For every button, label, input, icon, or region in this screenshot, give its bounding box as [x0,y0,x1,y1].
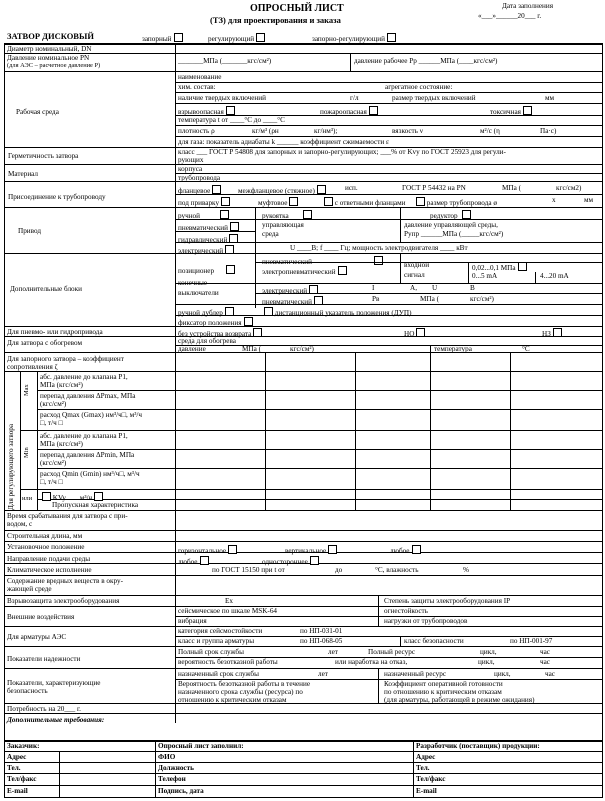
heating-kgs: кгс/см²) [290,345,314,353]
checkbox[interactable] [230,222,239,231]
filler-position[interactable]: Должность [158,764,194,772]
checkbox[interactable] [324,197,333,206]
customer-phone[interactable]: Тел. [7,764,21,772]
drive-control-medium[interactable]: управляющая [262,221,304,229]
footer-filled: Опросный лист заполнил: [158,742,244,750]
medium-toxic[interactable]: токсичная [490,106,532,116]
label-regulating: Для регулирующего затвора [7,423,15,510]
pipe-size[interactable]: размер трубопровода ø [414,197,497,207]
footer-customer: Заказчик: [7,742,40,750]
pos-horizontal[interactable]: горизонтальное [178,545,237,555]
drive-electric[interactable]: электрический [178,245,234,255]
developer-address[interactable]: Адрес [416,753,436,761]
drive-reducer[interactable]: редуктор [430,210,471,220]
valve-class[interactable]: класс и группа арматуры [178,637,255,645]
assigned-resource-cycles: цикл, [494,670,511,678]
pipe-loads[interactable]: нагрузки от трубопроводов [384,617,468,625]
connect-mpa: МПа ( [502,184,521,192]
customer-email[interactable]: E-mail [7,787,28,795]
medium-solids-size[interactable]: размер твердых включений [392,94,476,102]
label-tightness: Герметичность затвора [8,152,79,160]
max-dp: перепад давления ΔPmax, МПа [40,392,136,400]
heating-pressure[interactable]: давление [178,345,206,353]
label-pneumo: Для пневмо- или гидропривода [7,328,103,336]
checkbox[interactable] [553,328,562,337]
checkbox[interactable] [412,545,421,554]
medium-solids-size-unit: мм [545,94,555,102]
checkbox[interactable] [328,545,337,554]
label-aes: Для арматуры АЭС [7,633,67,641]
limit-volt: В [470,284,475,292]
form-title: ОПРОСНЫЙ ЛИСТ [250,3,344,14]
medium-viscosity-unit: м²/с (η [480,127,500,135]
drive-manual[interactable]: ручной [178,210,229,220]
full-resource-cycles: цикл, [480,648,497,656]
checkbox[interactable] [416,328,425,337]
label-min: Min [23,447,30,458]
medium-gas[interactable]: для газа: показатель адиабаты k ______ коэффициент сжимаемости ε [178,138,390,146]
checkbox[interactable] [518,262,527,271]
mtbf-hours: час [540,658,550,666]
full-resource[interactable]: Полный ресурс [368,648,416,656]
connect-weld[interactable]: под приварку [178,197,230,207]
limit-pressure[interactable]: Pв [372,295,380,303]
checkbox[interactable] [94,492,103,501]
valve-title: ЗАТВОР ДИСКОВЫЙ [7,31,94,41]
label-external: Внешние воздействия [7,613,75,621]
footer-developer: Разработчик (поставщик) продукции: [416,742,540,750]
option-regulating[interactable]: регулирующий [208,33,265,43]
label-climate: Климатическое исполнение [7,566,92,574]
normally-open[interactable]: НО [404,328,425,338]
mtbf[interactable]: или наработка на отказ, [335,658,408,666]
checkbox[interactable] [42,492,51,501]
label-additional-blocks: Дополнительные блоки [10,285,82,293]
label-length: Строительная длина, мм [7,532,83,540]
climate-to: до [335,566,343,574]
option-shutoff[interactable]: запорный [142,33,183,43]
connect-gost[interactable]: ГОСТ Р 54432 на PN [402,184,466,192]
drive-electric-params[interactable]: U ____В; f ____ Гц; мощность электродвигателя ____ кВт [290,244,468,252]
min-p1-unit: МПа (кгс/см²) [40,440,83,448]
checkbox[interactable] [228,545,237,554]
checkbox[interactable] [226,265,235,274]
max-p1-unit: МПа (кгс/см²) [40,381,83,389]
medium-density-n-unit: кг/нм³); [314,127,338,135]
normally-closed[interactable]: НЗ [542,328,562,338]
medium-density[interactable]: плотность ρ [178,127,215,135]
input-signal: входной [404,261,430,269]
medium-chem[interactable]: хим. состав: [178,83,216,91]
assigned-life[interactable]: назначенный срок службы [178,670,259,678]
heating-medium[interactable]: среда для обогрева [178,337,236,345]
medium-temperature[interactable]: температура t от ____°С до ____°С [178,116,285,124]
label-time2: водом, с [7,520,33,528]
full-resource-hours: час [540,648,550,656]
checkbox[interactable] [374,256,383,265]
medium-viscosity[interactable]: вязкость ν [392,127,423,135]
developer-phone[interactable]: Тел. [416,764,430,772]
assigned-resource-hours: час [545,670,555,678]
pn-value-field[interactable]: _______МПа (_______кгс/см²) [178,57,272,65]
connect-coupling[interactable]: муфтовое [258,197,298,207]
vibration[interactable]: вибрация [178,617,207,625]
connect-flange[interactable]: фланцевое [178,185,221,195]
tightness-class[interactable]: класс ___ ГОСТ Р 54808 для запорных и запорно-регулирующих; ___% от Kvy по ГОСТ 25923 для регули- [178,148,506,156]
label-time: Время срабатывания для затвора с при- [7,512,128,520]
heating-temperature-unit: °С [522,345,530,353]
climate-humidity[interactable]: °С, влажность [375,566,419,574]
working-pressure-field[interactable]: давление рабочее Pp ______МПа (____кгс/см²) [354,57,498,65]
checkbox[interactable] [253,328,262,337]
failure-prob-assigned[interactable]: Вероятность безотказной работы в течение [178,680,311,688]
max-p1: абс. давление до клапана P1, [40,373,128,381]
filler-fio[interactable]: ФИО [158,753,176,761]
label-reliability: Показатели надежности [7,655,81,663]
label-heating: Для затвора с обогревом [7,339,83,347]
pipe-size-unit: мм [584,196,594,204]
valve-np068: по НП-068-05 [300,637,343,645]
label-harmful2: жающей среде [7,585,52,593]
label-additional: Дополнительные требования: [7,716,105,724]
limit-amp: A, [410,284,417,292]
checkbox[interactable] [174,33,183,42]
heating-mpa: МПа ( [242,345,261,353]
max-dp-unit: (кгс/см²) [40,400,67,408]
ip-protection[interactable]: Степень защиты электрооборудования IP [384,597,511,605]
drive-control-medium2: среда [262,230,279,238]
medium-solids-unit: г/л [350,94,359,102]
dir-oneway[interactable]: одностороннее [262,556,319,566]
checkbox[interactable] [317,185,326,194]
limit-switch2: выключатели [178,289,219,297]
signal-0-5ma[interactable]: 0...5 mA [472,272,498,280]
checkbox[interactable] [462,210,471,219]
medium-solids[interactable]: наличие твердых включений [178,94,266,102]
heating-temperature[interactable]: температура [434,345,472,353]
checkbox[interactable] [244,317,253,326]
seismic-category[interactable]: категория сейсмостойкости [178,627,263,635]
min-dp: перепад давления ΔPmin, МПа [40,451,135,459]
limit-voltage[interactable]: U [432,284,438,292]
full-service-life[interactable]: Полный срок службы [178,648,244,656]
fire-resistance[interactable]: огнестойкость [384,607,428,615]
pipe-size-x: х [552,196,556,204]
checkbox[interactable] [225,245,234,254]
explosion-ex[interactable]: Ex [225,597,233,605]
label-pn: Давление номинальное PN [7,54,90,62]
medium-flammable[interactable]: пожароопасная [320,106,378,116]
failure-prob-assigned3: отношению к критическим отказам [178,696,287,704]
label-harmful: Содержание вредных веществ в окру- [7,577,123,585]
date-label: Дата заполнения [502,2,554,10]
checkbox[interactable] [310,556,319,565]
mtbf-cycles: цикл, [478,658,495,666]
checkbox[interactable] [369,106,378,115]
connect-wafer[interactable]: межфланцевое (стяжное) [238,185,326,195]
failure-prob-assigned2: назначенного срока службы (ресурса) по [178,688,303,696]
label-explosion: Взрывозащита электрооборудования [7,597,120,605]
checkbox[interactable] [221,197,230,206]
no-return-device[interactable]: без устройства возврата [178,328,262,338]
label-or: или [22,495,33,502]
checkbox[interactable] [303,210,312,219]
climate-gost[interactable]: по ГОСТ 15150 при t от [212,566,285,574]
customer-telfax[interactable]: Тел/факс [7,775,37,783]
customer-address[interactable]: Адрес [7,753,27,761]
max-flow-unit[interactable]: □, т/ч □ [40,419,63,427]
filler-sign[interactable]: Подпись, дата [158,787,204,795]
max-flow[interactable]: расход Qmax (Gmax) нм³/ч□, м³/ч [40,411,142,419]
checkbox[interactable] [212,185,221,194]
positioner[interactable]: позиционер [178,265,235,275]
medium-explosive[interactable]: взрывоопасная [178,106,235,116]
failure-probability[interactable]: вероятность безотказной работы [178,658,278,666]
checkbox[interactable] [416,197,425,206]
readiness-coef3: (для арматуры, работающей в режиме ожидания) [384,696,535,704]
medium-density-unit: кг/м³ (ρн [252,127,279,135]
developer-telfax[interactable]: Тел/факс [416,775,446,783]
limit-pneumatic[interactable]: пневматический [262,296,323,306]
label-zeta2: сопротивления ζ [7,363,58,371]
signal-4-20ma[interactable]: 4...20 mA [540,272,569,280]
label-zeta: Для запорного затвора – коэффициент [7,355,124,363]
pos-any[interactable]: любое [390,545,421,555]
connect-counterflanges[interactable]: с ответными фланцами [322,197,406,207]
form-subtitle: (ТЗ) для проектирования и заказа [210,15,341,25]
label-safety: Показатели, характеризующие [7,679,101,687]
label-position: Установочное положение [7,543,85,551]
min-p1: абс. давление до клапана P1, [40,432,128,440]
dir-any[interactable]: любое [178,556,209,566]
label-direction: Направление подачи среды [7,555,91,563]
label-need: Потребность на 20___ г. [7,705,81,713]
label-dn: Диаметр номинальный, DN [7,45,92,53]
connect-kgs: кгс/см2) [556,184,582,192]
position-lock[interactable]: фиксатор положения [178,317,253,327]
checkbox[interactable] [226,106,235,115]
drive-hydraulic[interactable]: гидравлический [178,234,238,244]
checkbox[interactable] [200,556,209,565]
material-pipe[interactable]: трубопровода [178,174,221,182]
safety-np001: по НП-001-97 [510,637,553,645]
min-dp-unit: (кгс/см²) [40,459,67,467]
date-field[interactable]: «___»______20___ г. [478,12,542,20]
kvy[interactable]: KVy м³/ч [40,492,103,502]
seismic[interactable]: сейсмическое по шкале MSK-64 [178,607,278,615]
material-body[interactable]: корпуса [178,165,203,173]
drive-pneumatic[interactable]: пневматический [178,222,239,232]
seismic-np031: по НП-031-01 [300,627,343,635]
label-material: Материал [8,170,39,178]
label-drive: Привод [18,227,42,235]
medium-name[interactable]: наименование [178,73,222,81]
label-max: Max [23,384,30,396]
checkbox[interactable] [289,197,298,206]
positioner-pneumatic[interactable]: пневматический [262,256,383,266]
readiness-coef[interactable]: Коэффициент оперативной готовности [384,680,503,688]
checkbox[interactable] [256,33,265,42]
drive-handle[interactable]: рукоятка [262,210,312,220]
filler-phone[interactable]: Телефон [158,775,186,783]
tightness-class2: рующих [178,156,204,164]
medium-viscosity-pa: Па·с) [540,127,557,135]
flow-characteristic: Пропускная характеристика [52,501,139,509]
developer-email[interactable]: E-mail [416,787,437,795]
full-life-years: лет [328,648,338,656]
label-pn-note: (для АЭС – расчетное давление P) [7,62,101,69]
drive-control-pressure-value[interactable]: Pупр ______МПа (_____кгс/см²) [404,230,504,238]
checkbox[interactable] [523,106,532,115]
limit-kgs: кгс/см²) [470,295,494,303]
limit-mpa: МПа ( [420,295,439,303]
label-medium: Рабочая среда [16,108,59,116]
positioner-electropneumatic[interactable]: электропневматический [262,266,347,276]
manual-override[interactable]: ручной дублер [178,307,234,317]
input-signal2: сигнал [404,271,425,279]
limit-current[interactable]: I [372,284,375,292]
safety-class[interactable]: класс безопасности [404,637,464,645]
label-connection: Присоединение к трубопроводу [8,193,106,201]
limit-switch: конечные [178,279,208,287]
signal-pressure[interactable]: 0,02...0,1 МПа [472,262,527,272]
pos-vertical[interactable]: вертикальное [285,545,337,555]
readiness-coef2: по отношению к критическим отказам [384,688,502,696]
checkbox[interactable] [220,210,229,219]
climate-percent: % [463,566,469,574]
min-flow-unit[interactable]: □, т/ч □ [40,478,63,486]
assigned-life-years: лет [318,670,328,678]
min-flow[interactable]: расход Qmin (Gmin) нм³/ч□, м³/ч [40,470,140,478]
option-shutoff-regulating[interactable]: запорно-регулирующий [312,33,396,43]
label-safety2: безопасность [7,687,48,695]
remote-indicator[interactable]: дистанционный указатель положения (ДУП) [262,307,411,317]
limit-electric[interactable]: электрический [262,285,318,295]
connect-version[interactable]: исп. [345,184,358,192]
checkbox[interactable] [387,33,396,42]
drive-control-pressure[interactable]: давление управляющей среды, [404,221,498,229]
checkbox[interactable] [338,266,347,275]
medium-state[interactable]: агрегатное состояние: [385,83,453,91]
assigned-resource[interactable]: назначенный ресурс [384,670,447,678]
